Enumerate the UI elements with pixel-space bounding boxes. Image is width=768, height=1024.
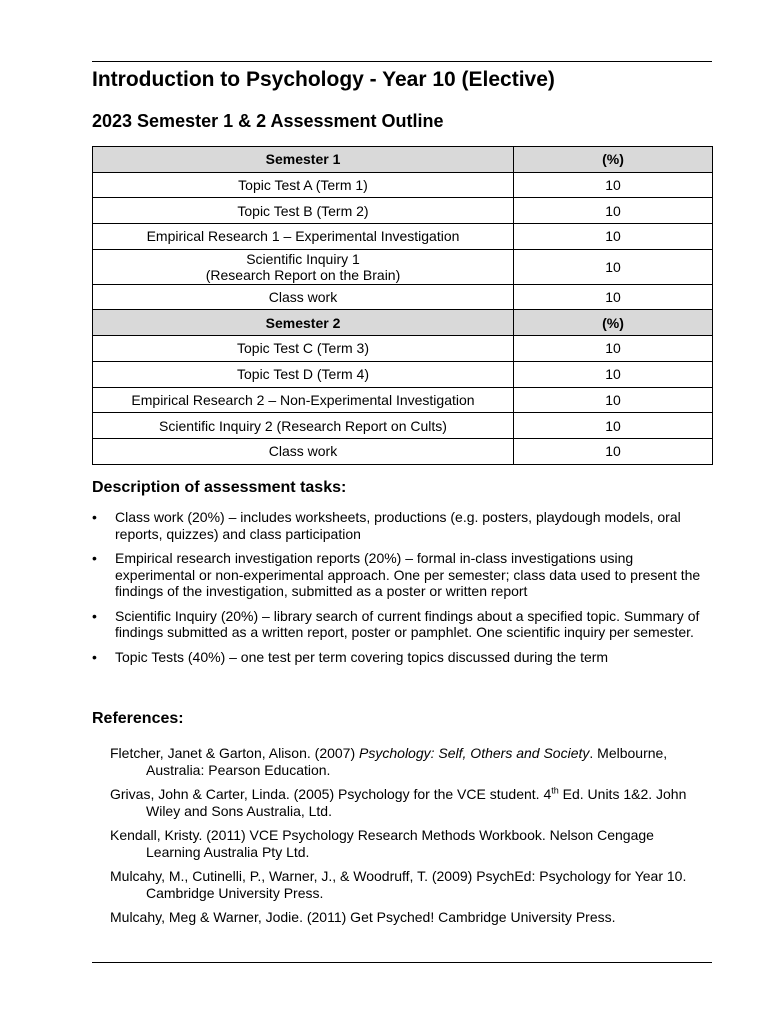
task-cell: Topic Test C (Term 3)	[93, 336, 514, 362]
table-row	[93, 336, 713, 362]
reference-text: . Melbourne, Australia: Pearson Education.	[146, 745, 668, 778]
percent-cell: 10	[514, 172, 713, 198]
reference-book-title: Psychology: Self, Others and Society	[359, 745, 590, 761]
reference-list	[110, 745, 710, 933]
task-line: (Research Report on the Brain)	[205, 266, 401, 283]
percent-cell: 10	[514, 249, 713, 284]
table-header-row	[93, 310, 713, 336]
task-line: Scientific Inquiry 1	[246, 250, 360, 267]
bullet-icon: •	[92, 509, 97, 525]
task-cell: Scientific Inquiry 2 (Research Report on Cults)	[93, 413, 514, 439]
task-cell: Topic Test B (Term 2)	[93, 198, 514, 224]
task-cell: Class work	[93, 284, 514, 310]
table-row	[93, 413, 713, 439]
list-item-text: Empirical research investigation reports (20%) – formal in-class investigations using experimental or non-experimental approach. One per semester; class data used to present the findings of the investigation, submitted as a poster or written report	[115, 550, 701, 599]
task-cell: Empirical Research 1 – Experimental Investigation	[93, 224, 514, 250]
percent-cell: 10	[514, 336, 713, 362]
table-row	[93, 172, 713, 198]
percent-header: (%)	[514, 147, 713, 173]
table-row	[93, 249, 713, 284]
percent-cell: 10	[514, 361, 713, 387]
description-heading: Description of assessment tasks:	[92, 479, 347, 496]
assessment-table	[92, 146, 713, 465]
table-header-row	[93, 147, 713, 173]
task-cell: Class work	[93, 438, 514, 464]
assessment-task-list	[92, 509, 717, 673]
reference-item	[110, 786, 710, 820]
task-cell: Topic Test A (Term 1)	[93, 172, 514, 198]
table-row	[93, 198, 713, 224]
reference-item: Kendall, Kristy. (2011) VCE Psychology Research Methods Workbook. Nelson Cengage Learning Australia Pty Ltd.	[110, 827, 654, 860]
table-row	[93, 387, 713, 413]
bottom-rule	[92, 962, 712, 963]
task-cell: Topic Test D (Term 4)	[93, 361, 514, 387]
table-row	[93, 224, 713, 250]
percent-cell: 10	[514, 198, 713, 224]
percent-cell: 10	[514, 387, 713, 413]
references-heading: References:	[92, 710, 184, 727]
reference-text: Grivas, John & Carter, Linda. (2005) Psychology for the VCE student. 4	[110, 786, 552, 802]
percent-header: (%)	[514, 310, 713, 336]
reference-text: Ed. Units 1&2. John Wiley and Sons Australia, Ltd.	[146, 786, 687, 819]
reference-text: Fletcher, Janet & Garton, Alison. (2007)	[110, 745, 360, 761]
reference-superscript: th	[551, 785, 559, 796]
bullet-icon: •	[92, 648, 97, 665]
list-item-text: Scientific Inquiry (20%) – library search of current findings about a specified topic. Summary of findings submitted as a written report, poster or pamphlet. One scientific inquiry per semester.	[115, 607, 700, 640]
list-item	[92, 509, 717, 542]
semester2-header: Semester 2	[93, 310, 514, 336]
list-item-text: Class work (20%) – includes worksheets, productions (e.g. posters, playdough models, oral reports, quizzes) and class participation	[115, 509, 681, 542]
reference-item	[110, 745, 710, 779]
semester1-header: Semester 1	[93, 147, 514, 173]
list-item	[92, 608, 717, 641]
bullet-icon: •	[92, 550, 97, 566]
task-cell	[93, 249, 514, 284]
page-subtitle: 2023 Semester 1 & 2 Assessment Outline	[92, 111, 444, 131]
reference-item: Mulcahy, M., Cutinelli, P., Warner, J., & Woodruff, T. (2009) PsychEd: Psychology for Year 10. Cambridge University Press.	[110, 868, 687, 901]
top-rule	[92, 61, 712, 62]
list-item	[92, 550, 717, 600]
bullet-icon: •	[92, 607, 97, 624]
table-row	[93, 361, 713, 387]
page-title: Introduction to Psychology - Year 10 (Elective)	[92, 68, 555, 91]
percent-cell: 10	[514, 413, 713, 439]
list-item	[92, 649, 717, 666]
reference-item: Mulcahy, Meg & Warner, Jodie. (2011) Get Psyched! Cambridge University Press.	[110, 909, 616, 925]
percent-cell: 10	[514, 224, 713, 250]
list-item-text: Topic Tests (40%) – one test per term covering topics discussed during the term	[115, 648, 609, 665]
task-cell: Empirical Research 2 – Non-Experimental Investigation	[93, 387, 514, 413]
table-row	[93, 284, 713, 310]
percent-cell: 10	[514, 438, 713, 464]
percent-cell: 10	[514, 284, 713, 310]
table-row	[93, 438, 713, 464]
